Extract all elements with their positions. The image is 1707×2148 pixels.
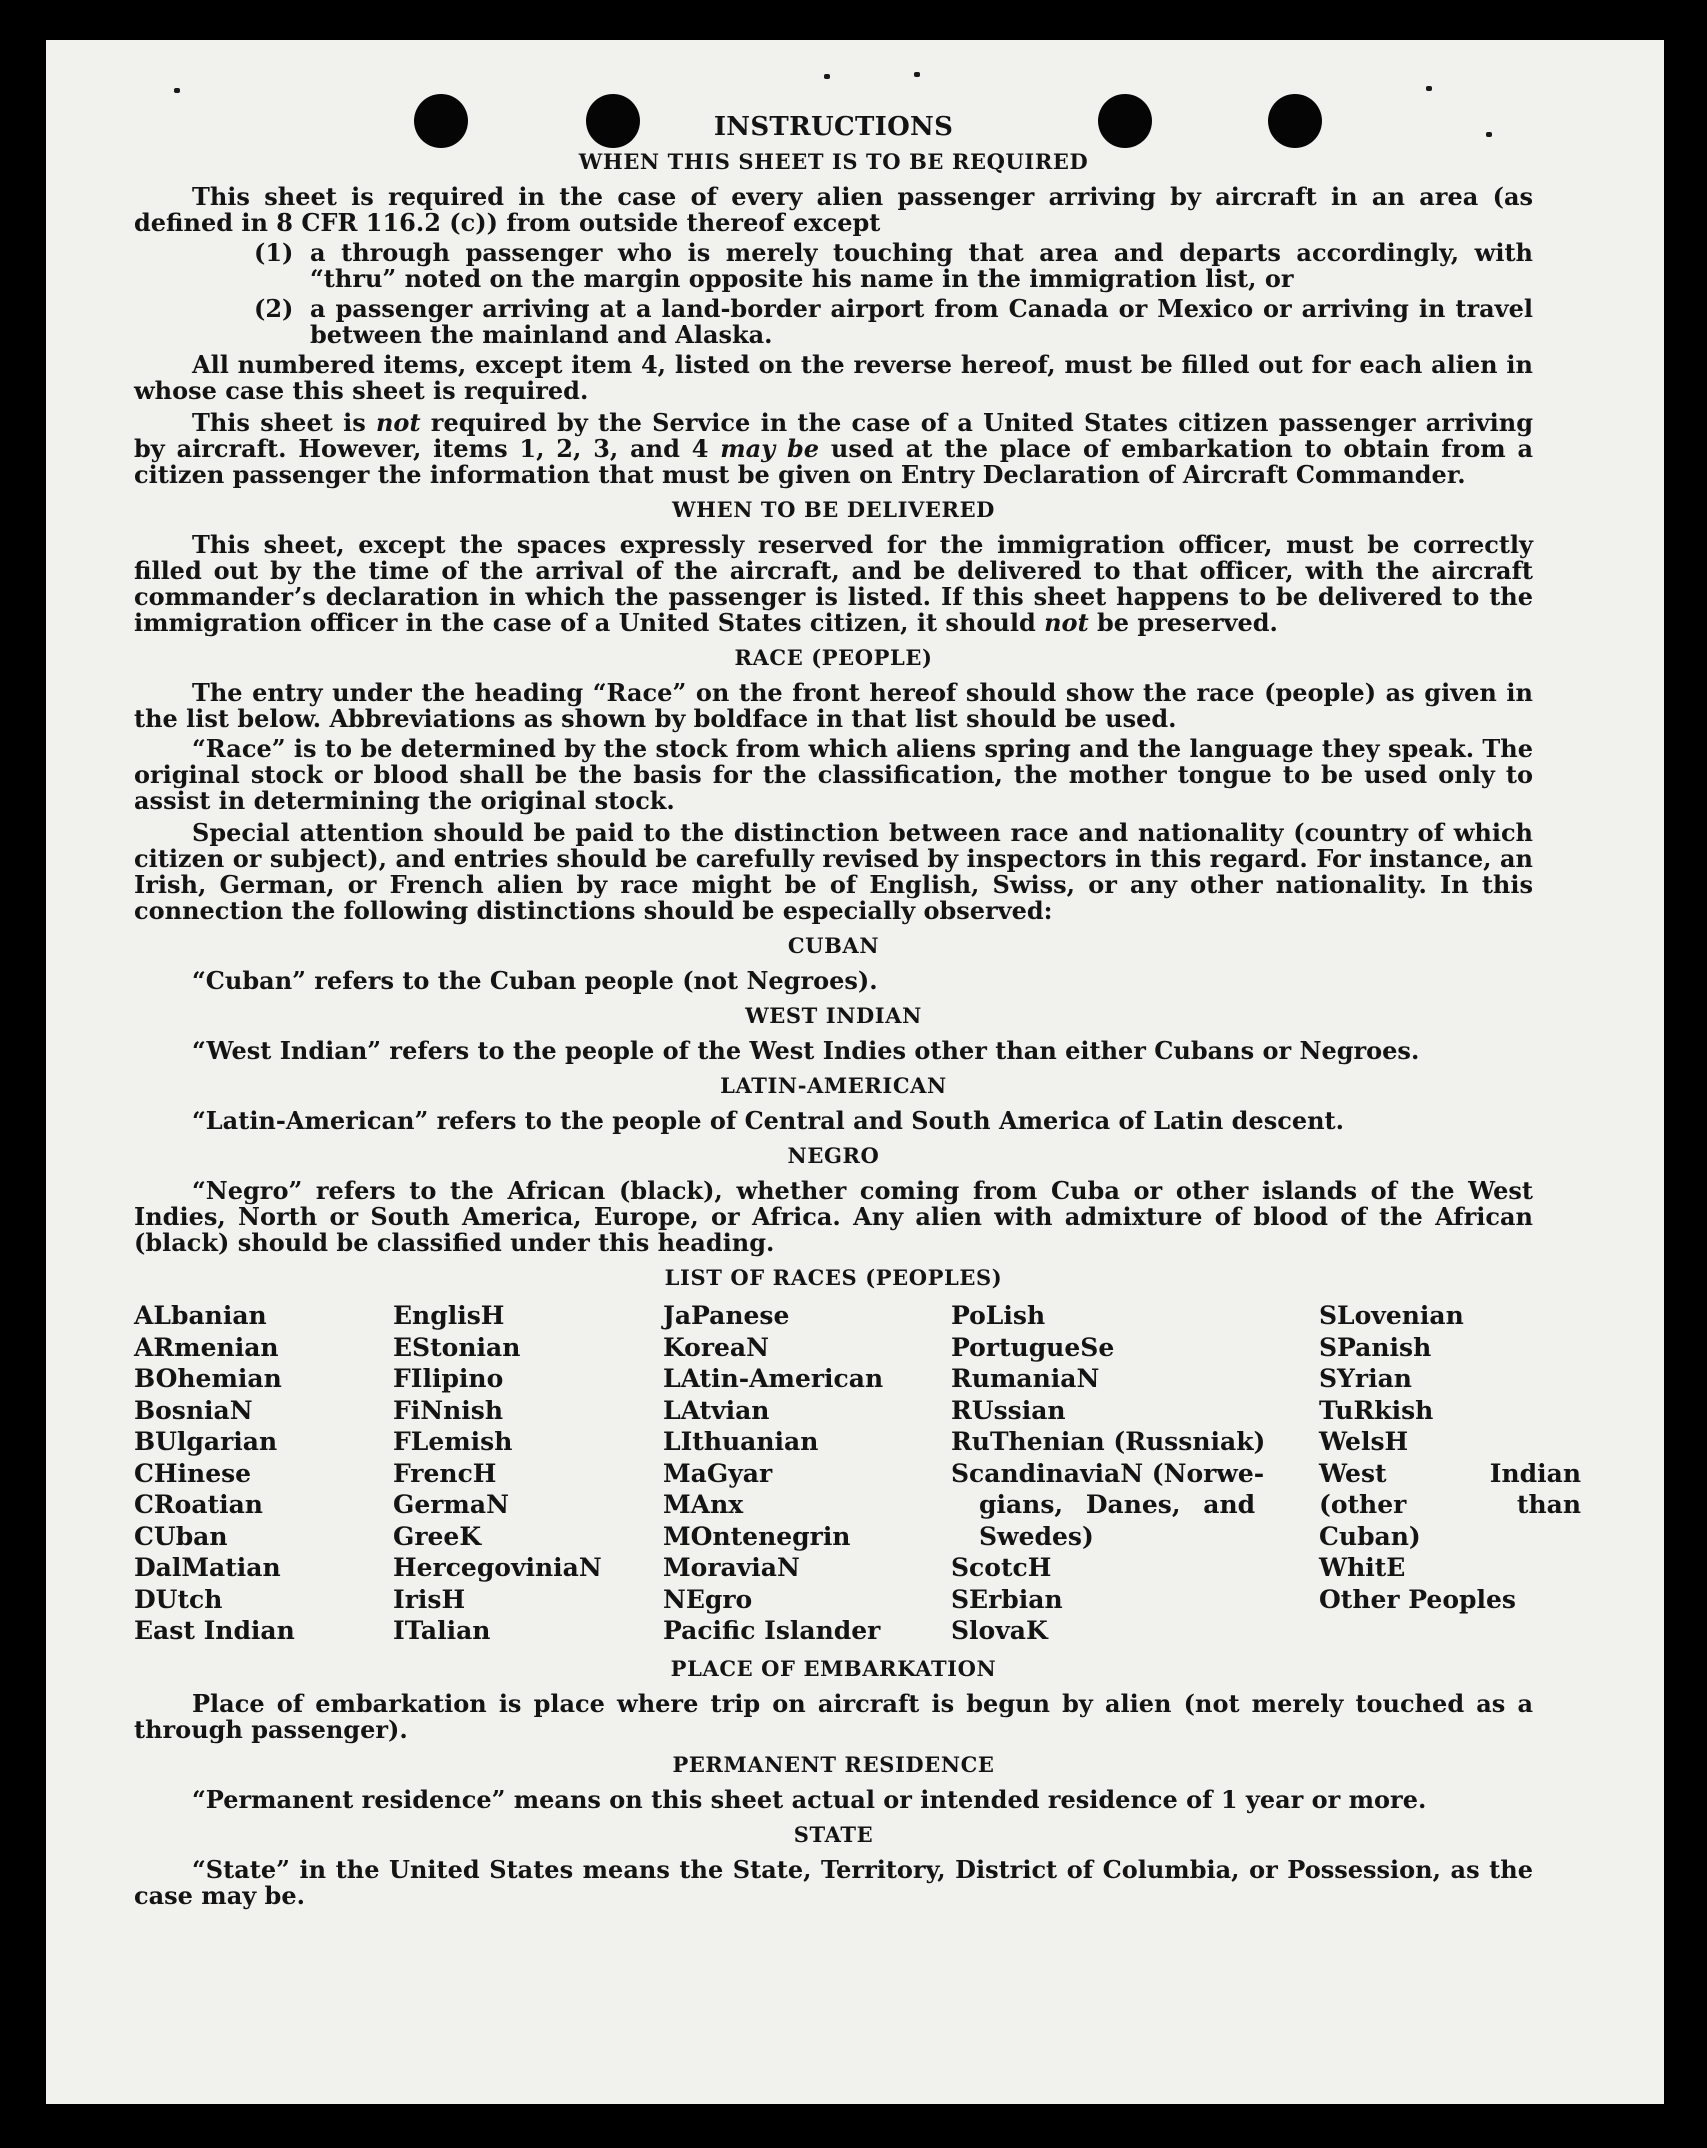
race-item: SLovenian (1319, 1301, 1464, 1330)
heading-embarkation: PLACE OF EMBARKATION (670, 1655, 997, 1681)
speck (1426, 86, 1432, 91)
race-item: ScandinaviaN (Norwe- (951, 1458, 1265, 1488)
race-item: FrencH (393, 1458, 497, 1488)
paragraph (134, 410, 1533, 488)
paragraph: Special attention should be paid to the distinction between race and nationality (country of which citizen or subject), and entries should be carefully revised by inspectors in this regard. For instance, an Irish, German, or French alien by race might be of English, Swiss, or any other nationality. In this connection the following distinctions should be especially observed: (134, 818, 1533, 925)
heading-race: RACE (PEOPLE) (734, 645, 933, 670)
paragraph: The entry under the heading “Race” on the front hereof should show the race (people) as given in the list below. Abbreviations as shown by boldface in that list should be used. (134, 678, 1533, 733)
race-item: MAnx (663, 1490, 744, 1519)
italic-text: not (1044, 608, 1089, 637)
race-item: RUssian (951, 1395, 1066, 1425)
race-item: TuRkish (1319, 1395, 1434, 1425)
paragraph: “State” in the United States means the State, Territory, District of Columbia, or Possession, as the case may be. (134, 1854, 1533, 1910)
heading-cuban: CUBAN (787, 933, 880, 958)
speck (174, 88, 180, 93)
race-item: EStonian (393, 1332, 521, 1362)
race-column (1319, 1300, 1581, 1647)
race-item: SPanish (1319, 1332, 1432, 1362)
race-item: RuThenian (Russniak) (951, 1427, 1266, 1456)
heading-when-delivered: WHEN TO BE DELIVERED (671, 497, 995, 522)
exception-item (134, 296, 1533, 348)
heading-residence: PERMANENT RESIDENCE (672, 1751, 995, 1777)
item-text: a passenger arriving at a land-border airport from Canada or Mexico or arriving in travel between the mainland and Alaska. (310, 294, 1533, 349)
race-item: ScotcH (951, 1553, 1052, 1582)
item-number: (2) (254, 294, 294, 323)
race-item: JaPanese (663, 1301, 790, 1330)
race-item: FLemish (393, 1427, 513, 1456)
item-text: a through passenger who is merely touching that area and departs accordingly, with “thru” noted on the margin opposite his name in the immigration list, or (310, 238, 1533, 293)
race-item: West Indian (other than Cuban) (1319, 1458, 1581, 1551)
race-column (663, 1300, 951, 1647)
heading-latin-american: LATIN-AMERICAN (720, 1073, 947, 1098)
race-item: SlovaK (951, 1616, 1048, 1645)
document-sheet (46, 40, 1664, 2104)
race-item: MaGyar (663, 1458, 773, 1488)
exception-item (134, 240, 1533, 292)
italic-text: not (375, 408, 421, 437)
race-item: MoraviaN (663, 1553, 800, 1582)
paragraph: This sheet is required in the case of every alien passenger arriving by aircraft in an area (as defined in 8 CFR 116.2 (c)) from outside thereof except (134, 182, 1533, 237)
race-item: WhitE (1319, 1553, 1406, 1582)
race-item: DUtch (134, 1584, 223, 1614)
speck (914, 72, 920, 77)
race-item: IrisH (393, 1584, 466, 1614)
race-item: CHinese (134, 1458, 252, 1488)
heading-when-required: WHEN THIS SHEET IS TO BE REQUIRED (578, 149, 1089, 174)
heading-state: STATE (793, 1821, 874, 1847)
paragraph: “Permanent residence” means on this sheet actual or intended residence of 1 year or more. (192, 1784, 1427, 1814)
race-item: LAtvian (663, 1395, 770, 1425)
punch-hole (1098, 94, 1152, 148)
race-item: BOhemian (134, 1364, 282, 1393)
paragraph (134, 532, 1533, 636)
race-item: ALbanian (134, 1301, 267, 1330)
race-item: BosniaN (134, 1395, 253, 1425)
race-item-continued: gians, Danes, and (979, 1490, 1256, 1519)
race-item: GreeK (393, 1521, 482, 1551)
text-run: required by the Service in the case of a United States citizen passenger arriving by aircraft. However, items 1, 2, 3, and 4 (134, 408, 1534, 463)
heading-west-indian: WEST INDIAN (745, 1003, 922, 1028)
race-item: GermaN (393, 1490, 509, 1519)
race-item: EnglisH (393, 1301, 505, 1330)
race-item: NEgro (663, 1584, 753, 1614)
race-column (951, 1300, 1319, 1647)
race-item: BUlgarian (134, 1427, 278, 1456)
race-item: Pacific Islander (663, 1616, 881, 1645)
paragraph: “Cuban” refers to the Cuban people (not Negroes). (192, 966, 878, 995)
race-item: KoreaN (663, 1332, 769, 1362)
speck (1486, 132, 1492, 137)
punch-hole (1268, 94, 1322, 148)
paragraph: Place of embarkation is place where trip on aircraft is begun by alien (not merely touched as a through passenger). (134, 1688, 1533, 1744)
race-item: ITalian (393, 1616, 491, 1645)
heading-list-of-races: LIST OF RACES (PEOPLES) (664, 1265, 1003, 1290)
race-item: SYrian (1319, 1364, 1412, 1393)
text-run: This sheet is (192, 408, 376, 437)
italic-text: may be (720, 434, 820, 463)
race-item: PortugueSe (951, 1332, 1115, 1362)
race-item: DalMatian (134, 1553, 281, 1582)
race-item: Other Peoples (1319, 1584, 1516, 1614)
race-item: RumaniaN (951, 1364, 1100, 1393)
paragraph: “West Indian” refers to the people of the West Indies other than either Cubans or Negroes. (192, 1036, 1420, 1065)
race-column (393, 1300, 663, 1647)
text-run: This sheet, except the spaces expressly reserved for the immigration officer, must be correctly filled out by the time of the arrival of the aircraft, and be delivered to that officer, with the aircraft commander’s declaration in which the passenger is listed. If this sheet happens to be delivered to the immigration officer in the case of a United States citizen, it should (134, 530, 1533, 637)
race-item: FiNnish (393, 1395, 504, 1425)
race-item: LAtin-American (663, 1364, 884, 1393)
race-column (134, 1300, 393, 1647)
race-item: East Indian (134, 1616, 295, 1645)
text-run: be preserved. (1088, 608, 1278, 637)
text-run: used at the place of embarkation to obtain from a citizen passenger the information that must be given on Entry Declaration of Aircraft Commander. (134, 434, 1533, 489)
paragraph: All numbered items, except item 4, listed on the reverse hereof, must be filled out for each alien in whose case this sheet is required. (134, 350, 1533, 405)
paragraph: “Negro” refers to the African (black), whether coming from Cuba or other islands of the West Indies, North or South America, Europe, or Africa. Any alien with admixture of blood of the African (black) should be classified under this heading. (134, 1176, 1533, 1257)
paragraph: “Latin-American” refers to the people of Central and South America of Latin descent. (192, 1106, 1344, 1135)
race-list (134, 1300, 1581, 1647)
item-number: (1) (254, 238, 294, 267)
race-item: HercegoviniaN (393, 1553, 602, 1582)
race-item: PoLish (951, 1301, 1046, 1330)
race-item: MOntenegrin (663, 1521, 851, 1551)
race-item: SErbian (951, 1584, 1063, 1614)
speck (824, 74, 830, 79)
race-item-continued: Swedes) (979, 1521, 1094, 1551)
race-item: ARmenian (134, 1332, 279, 1362)
race-item: LIthuanian (663, 1427, 819, 1456)
paragraph: “Race” is to be determined by the stock from which aliens spring and the language they speak. The original stock or blood shall be the basis for the classification, the mother tongue to be used only to assist in determining the original stock. (134, 734, 1533, 815)
race-item: WelsH (1319, 1427, 1409, 1456)
race-item: CUban (134, 1521, 228, 1551)
punch-hole (414, 94, 468, 148)
punch-hole (586, 94, 640, 148)
race-item: FIlipino (393, 1364, 504, 1393)
race-item: CRoatian (134, 1490, 263, 1519)
page-title: INSTRUCTIONS (713, 112, 954, 142)
heading-negro: NEGRO (787, 1143, 880, 1168)
